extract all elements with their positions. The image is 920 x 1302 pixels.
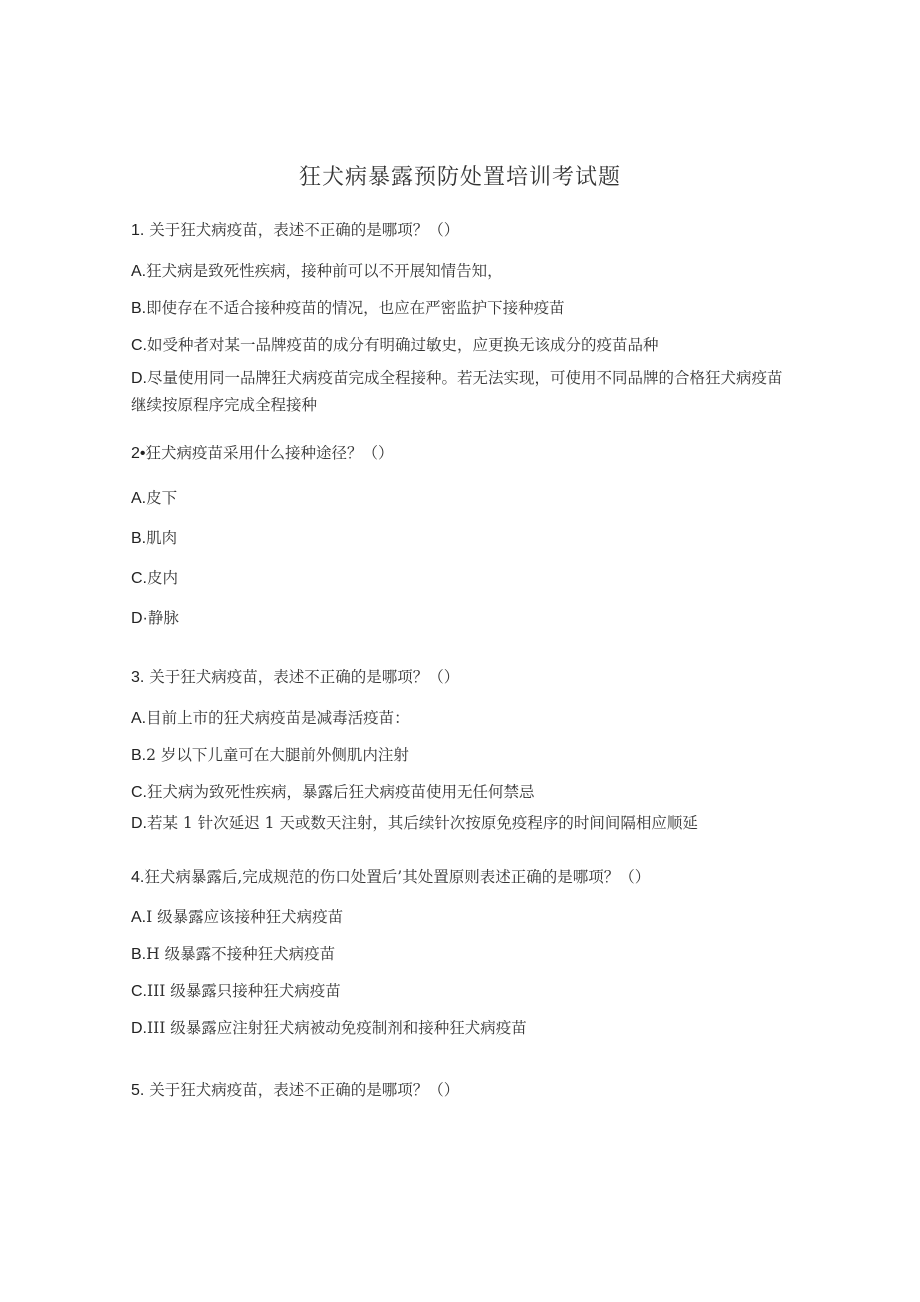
q4-option-d	[131, 1017, 527, 1040]
option-letter: C.	[131, 337, 147, 354]
option-text: 皮下	[146, 489, 178, 507]
q3-option-c	[131, 781, 535, 804]
q2-option-c	[131, 567, 178, 590]
option-text: III 级暴露应注射狂犬病被动免疫制剂和接种狂犬病疫苗	[147, 1019, 527, 1037]
q2-option-d	[131, 607, 179, 630]
option-letter: B.	[131, 747, 147, 764]
option-text: I 级暴露应该接种狂犬病疫苗	[146, 908, 344, 926]
question-text: 关于狂犬病疫苗，表述不正确的是哪项？（）	[144, 221, 460, 239]
option-letter: D.	[131, 815, 147, 832]
question-number: 5.	[131, 1082, 145, 1099]
option-letter: B.	[131, 530, 147, 547]
question-text: 狂犬病疫苗采用什么接种途径？（）	[145, 444, 394, 462]
option-text: 目前上市的狂犬病疫苗是减毒活疫苗：	[146, 709, 410, 727]
option-letter: B.	[131, 946, 147, 963]
question-text: 关于狂犬病疫苗，表述不正确的是哪项？（）	[144, 1081, 460, 1099]
option-text: 肌肉	[146, 529, 178, 547]
option-text: 静脉	[147, 609, 179, 627]
question-1	[131, 219, 459, 242]
option-text: 若某 1 针次延迟 1 天或数天注射，其后续针次按原免疫程序的时间间隔相应顺延	[147, 814, 698, 832]
question-number: 2•	[131, 445, 146, 462]
q2-option-b	[131, 527, 177, 550]
option-letter: C.	[131, 983, 147, 1000]
option-text: 即使存在不适合接种疫苗的情况，也应在严密监护下接种疫苗	[146, 299, 565, 317]
option-text: 狂犬病是致死性疾病，接种前可以不开展知情告知，	[146, 262, 503, 280]
option-letter: D·	[131, 610, 148, 627]
question-5	[131, 1079, 459, 1102]
option-text: III 级暴露只接种狂犬病疫苗	[147, 982, 341, 1000]
option-letter: B.	[131, 300, 147, 317]
q3-option-a	[131, 707, 410, 730]
option-text: 尽量使用同一品牌狂犬病疫苗完成全程接种。若无法实现，可使用不同品牌的合格狂犬病疫苗继续按原程序完成全程接种	[131, 369, 783, 414]
q3-option-d	[131, 812, 698, 835]
option-letter: A.	[131, 490, 147, 507]
option-text: 皮内	[147, 569, 179, 587]
page-title: 狂犬病暴露预防处置培训考试题	[298, 165, 621, 190]
question-4	[131, 866, 650, 889]
q1-option-c	[131, 334, 659, 357]
q1-option-d	[131, 365, 791, 418]
option-letter: D.	[131, 1020, 147, 1037]
option-letter: A.	[131, 710, 147, 727]
option-letter: A.	[131, 263, 147, 280]
q3-option-b	[131, 744, 409, 767]
option-text: 2 岁以下儿童可在大腿前外侧肌内注射	[146, 746, 409, 764]
q4-option-c	[131, 980, 341, 1003]
q4-option-a	[131, 906, 343, 929]
q2-option-a	[131, 487, 177, 510]
q1-option-a	[131, 260, 503, 283]
option-letter: D.	[131, 370, 147, 387]
question-number: 4.	[131, 869, 145, 886]
question-text: 关于狂犬病疫苗，表述不正确的是哪项？（）	[144, 668, 460, 686]
option-letter: A.	[131, 909, 147, 926]
option-text: H 级暴露不接种狂犬病疫苗	[146, 945, 336, 963]
question-number: 1.	[131, 222, 145, 239]
option-text: 如受种者对某一品牌疫苗的成分有明确过敏史，应更换无该成分的疫苗品种	[147, 336, 659, 354]
q1-option-b	[131, 297, 565, 320]
option-text: 狂犬病为致死性疾病，暴露后狂犬病疫苗使用无任何禁忌	[147, 783, 535, 801]
question-number: 3.	[131, 669, 145, 686]
q4-option-b	[131, 943, 335, 966]
option-letter: C.	[131, 570, 147, 587]
question-3	[131, 666, 459, 689]
option-letter: C.	[131, 784, 147, 801]
question-text: 狂犬病暴露后,完成规范的伤口处置后’其处置原则表述正确的是哪项？（）	[144, 868, 651, 886]
question-2	[131, 442, 394, 465]
